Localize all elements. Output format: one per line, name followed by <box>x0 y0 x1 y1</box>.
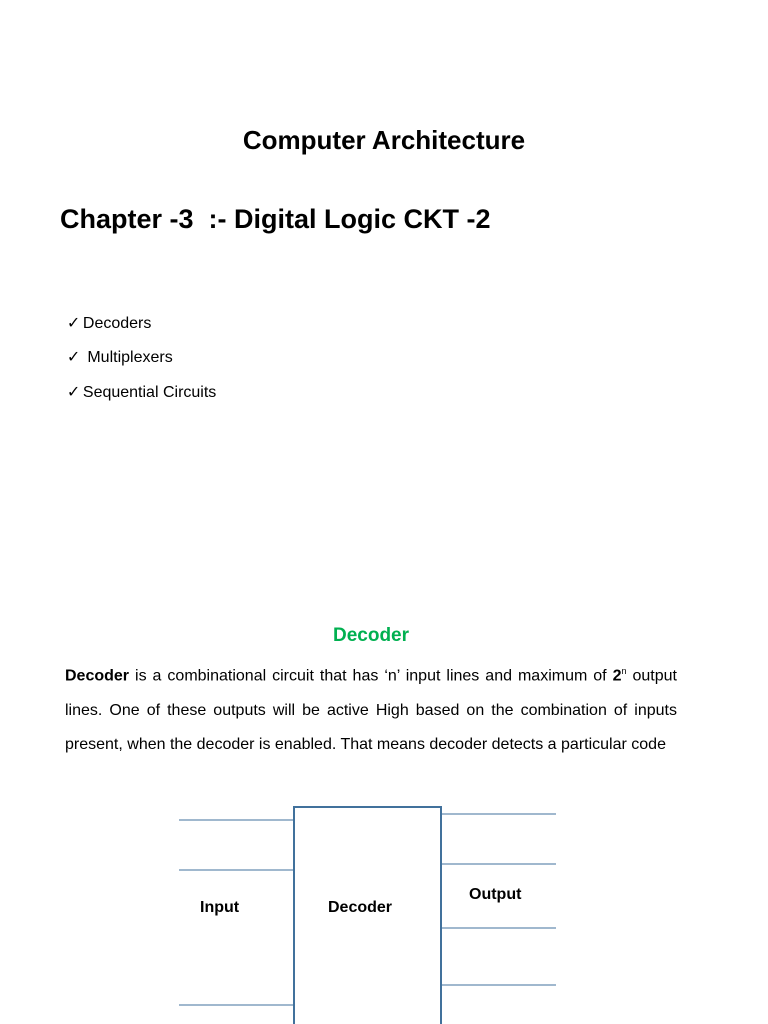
description-text-1: is a combinational circuit that has ‘n’ input lines and maximum of <box>129 667 613 685</box>
power-base: 2 <box>612 667 622 685</box>
term-decoder: Decoder <box>65 667 130 685</box>
decoder-block-diagram <box>0 800 768 1024</box>
check-icon: ✓ <box>66 315 81 332</box>
decoder-description <box>65 654 677 763</box>
topic-item-sequential-circuits <box>58 360 216 404</box>
output-label: Output <box>469 886 522 903</box>
chapter-title: Chapter -3 :- Digital Logic CKT -2 <box>60 204 491 234</box>
topic-label: Sequential Circuits <box>82 384 217 401</box>
description-text-2: output lines. One of these outputs will be active High based on the combination of inputs present, when the decoder is enabled. That means decoder detects a particular code <box>65 667 677 754</box>
topic-label: Multiplexers <box>82 349 173 366</box>
check-icon: ✓ <box>66 384 81 401</box>
check-icon: ✓ <box>66 349 81 366</box>
input-label: Input <box>200 899 240 916</box>
topic-label: Decoders <box>82 315 152 332</box>
section-heading: Decoder <box>332 625 410 646</box>
power-exponent: n <box>621 666 627 676</box>
block-label: Decoder <box>328 899 393 916</box>
course-title: Computer Architecture <box>242 125 526 155</box>
